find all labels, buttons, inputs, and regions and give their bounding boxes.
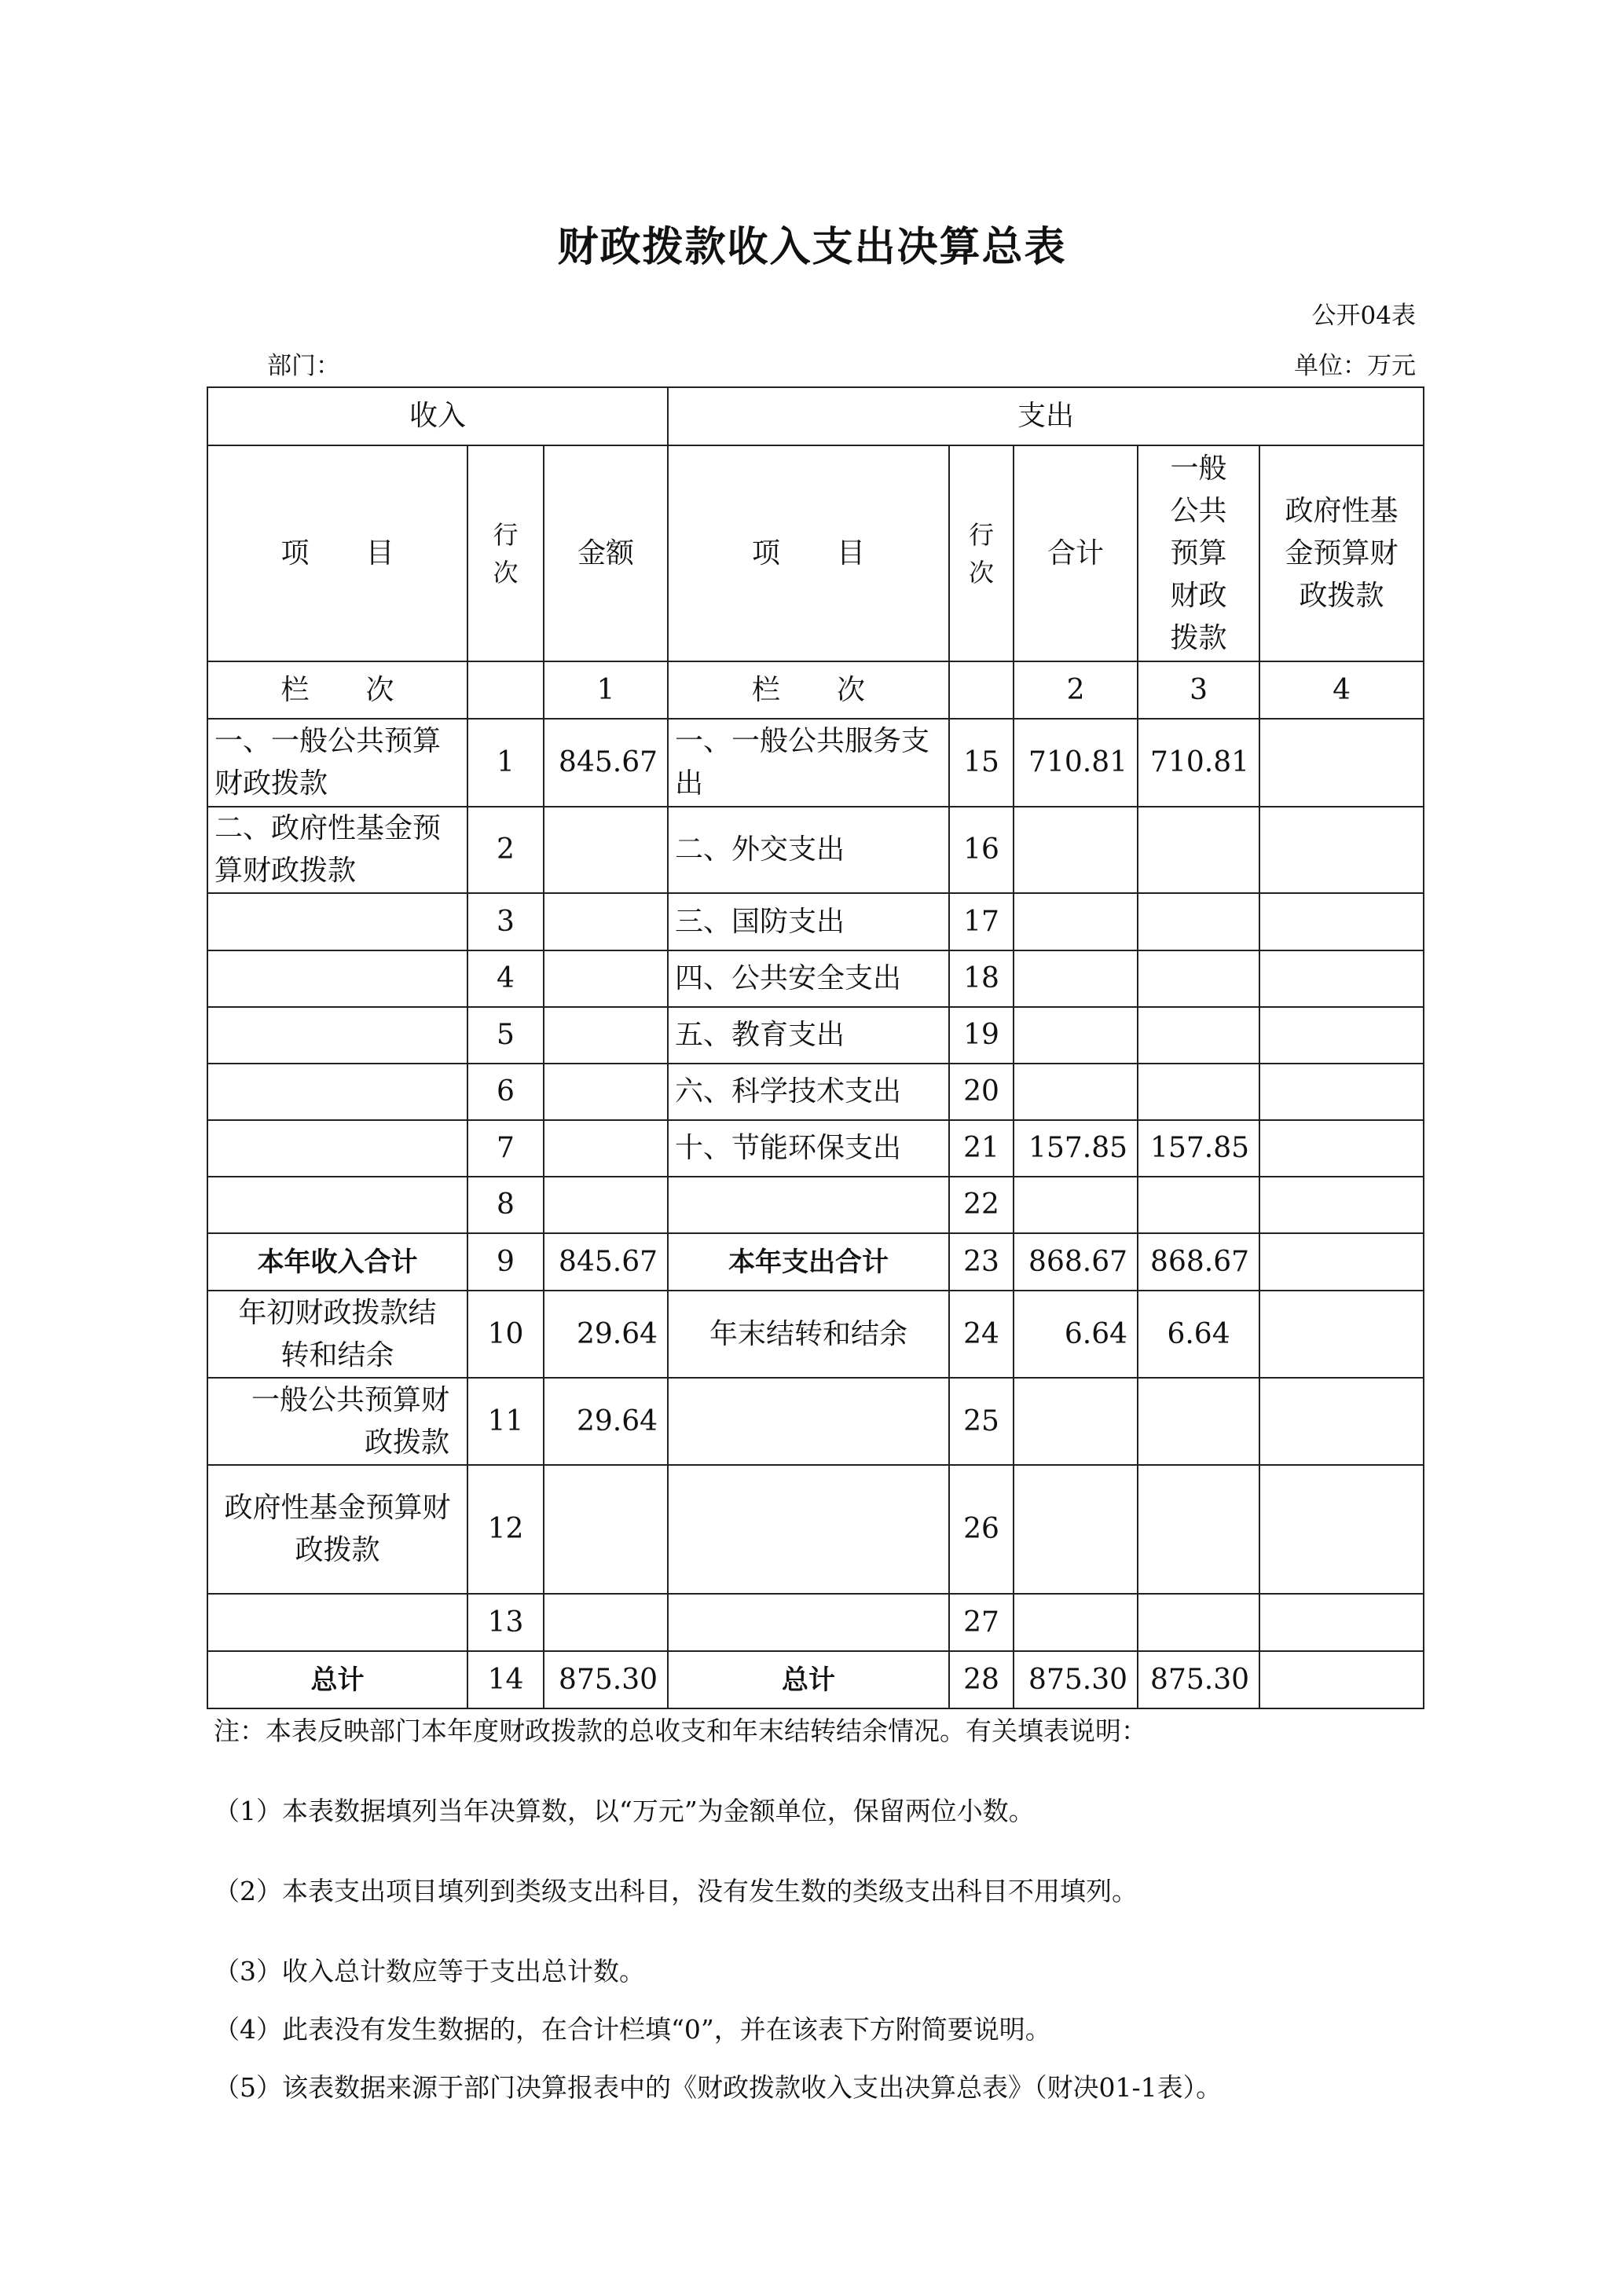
table-row — [207, 807, 1424, 893]
income-row-no: 13 — [467, 1594, 544, 1651]
form-number: 公开04表 — [1311, 302, 1416, 330]
header-expense-row-no: 行次 — [949, 445, 1014, 661]
note-item: （1）本表数据填列当年决算数，以“万元”为金额单位，保留两位小数。 — [214, 1796, 1035, 1826]
income-item — [207, 1007, 467, 1064]
expense-item: 二、外交支出 — [668, 807, 949, 893]
expense-total — [1014, 1378, 1138, 1465]
income-row-no: 4 — [467, 950, 544, 1007]
income-amount: 875.30 — [544, 1651, 668, 1708]
expense-item: 四、公共安全支出 — [668, 950, 949, 1007]
expense-fund — [1259, 1007, 1424, 1064]
expense-general — [1138, 950, 1259, 1007]
col-index-blank — [949, 661, 1014, 719]
header-gov-fund: 政府性基金预算财政拨款 — [1259, 445, 1424, 661]
note-item: （2）本表支出项目填列到类级支出科目，没有发生数的类级支出科目不用填列。 — [214, 1876, 1138, 1906]
expense-total — [1014, 1594, 1138, 1651]
table-row — [207, 1465, 1424, 1594]
expense-item: 总计 — [668, 1651, 949, 1708]
expense-general — [1138, 1007, 1259, 1064]
expense-fund — [1259, 1651, 1424, 1708]
expense-row-no: 15 — [949, 719, 1014, 807]
expense-total — [1014, 1177, 1138, 1233]
note-item: （3）收入总计数应等于支出总计数。 — [214, 1956, 645, 1987]
income-row-no: 7 — [467, 1120, 544, 1177]
income-row-no: 10 — [467, 1291, 544, 1378]
expense-row-no: 28 — [949, 1651, 1014, 1708]
expense-item — [668, 1465, 949, 1594]
expense-fund — [1259, 1465, 1424, 1594]
note-item: （4）此表没有发生数据的，在合计栏填“0”，并在该表下方附简要说明。 — [214, 2014, 1051, 2045]
expense-row-no: 26 — [949, 1465, 1014, 1594]
expense-total: 868.67 — [1014, 1233, 1138, 1291]
table-row — [207, 1120, 1424, 1177]
income-row-no: 3 — [467, 893, 544, 950]
note-item: （5）该表数据来源于部门决算报表中的《财政拨款收入支出决算总表》（财决01-1表）。 — [214, 2072, 1223, 2103]
header-columns-row — [207, 445, 1424, 661]
income-row-no: 12 — [467, 1465, 544, 1594]
page-title: 财政拨款收入支出决算总表 — [557, 223, 1067, 271]
income-amount — [544, 1120, 668, 1177]
expense-row-no: 18 — [949, 950, 1014, 1007]
expense-item: 一、一般公共服务支出 — [668, 719, 949, 807]
income-item — [207, 1594, 467, 1651]
expense-total — [1014, 893, 1138, 950]
expense-item: 三、国防支出 — [668, 893, 949, 950]
income-item: 本年收入合计 — [207, 1233, 467, 1291]
col-index-2: 2 — [1014, 661, 1138, 719]
col-label-expense: 栏 次 — [668, 661, 949, 719]
expense-total — [1014, 1007, 1138, 1064]
expense-general — [1138, 893, 1259, 950]
header-expense-item: 项 目 — [668, 445, 949, 661]
expense-item: 年末结转和结余 — [668, 1291, 949, 1378]
income-item — [207, 1064, 467, 1120]
note-intro: 注：本表反映部门本年度财政拨款的总收支和年末结转结余情况。有关填表说明： — [214, 1716, 1147, 1746]
income-amount: 29.64 — [544, 1378, 668, 1465]
expense-general — [1138, 807, 1259, 893]
income-item: 年初财政拨款结转和结余 — [207, 1291, 467, 1378]
col-index-4: 4 — [1259, 661, 1424, 719]
header-income-amount: 金额 — [544, 445, 668, 661]
fiscal-table — [207, 386, 1424, 1709]
subtotal-row — [207, 1233, 1424, 1291]
income-amount — [544, 893, 668, 950]
income-row-no: 6 — [467, 1064, 544, 1120]
expense-fund — [1259, 950, 1424, 1007]
header-income: 收入 — [207, 387, 668, 445]
expense-general: 710.81 — [1138, 719, 1259, 807]
income-item — [207, 893, 467, 950]
expense-row-no: 20 — [949, 1064, 1014, 1120]
expense-fund — [1259, 1291, 1424, 1378]
income-amount: 845.67 — [544, 1233, 668, 1291]
expense-item: 十、节能环保支出 — [668, 1120, 949, 1177]
expense-general — [1138, 1465, 1259, 1594]
expense-row-no: 17 — [949, 893, 1014, 950]
income-amount — [544, 1007, 668, 1064]
col-label-income: 栏 次 — [207, 661, 467, 719]
expense-fund — [1259, 893, 1424, 950]
col-index-1: 1 — [544, 661, 668, 719]
department-label: 部门： — [267, 352, 340, 380]
income-item: 二、政府性基金预算财政拨款 — [207, 807, 467, 893]
expense-total — [1014, 950, 1138, 1007]
expense-general: 6.64 — [1138, 1291, 1259, 1378]
income-row-no: 5 — [467, 1007, 544, 1064]
income-amount: 29.64 — [544, 1291, 668, 1378]
income-amount — [544, 1594, 668, 1651]
table-row — [207, 1378, 1424, 1465]
income-row-no: 11 — [467, 1378, 544, 1465]
table-row — [207, 1291, 1424, 1378]
expense-item — [668, 1378, 949, 1465]
header-expense: 支出 — [668, 387, 1424, 445]
header-income-item: 项 目 — [207, 445, 467, 661]
header-section-row — [207, 387, 1424, 445]
expense-general — [1138, 1064, 1259, 1120]
expense-total: 875.30 — [1014, 1651, 1138, 1708]
table-row — [207, 1594, 1424, 1651]
income-item — [207, 1177, 467, 1233]
expense-fund — [1259, 1233, 1424, 1291]
income-item — [207, 1120, 467, 1177]
table-row — [207, 893, 1424, 950]
expense-row-no: 22 — [949, 1177, 1014, 1233]
expense-row-no: 27 — [949, 1594, 1014, 1651]
income-row-no: 9 — [467, 1233, 544, 1291]
income-item: 一般公共预算财政拨款 — [207, 1378, 467, 1465]
expense-fund — [1259, 807, 1424, 893]
column-index-row — [207, 661, 1424, 719]
income-item: 政府性基金预算财政拨款 — [207, 1465, 467, 1594]
income-row-no: 1 — [467, 719, 544, 807]
expense-general: 875.30 — [1138, 1651, 1259, 1708]
income-amount: 845.67 — [544, 719, 668, 807]
expense-item — [668, 1177, 949, 1233]
expense-total — [1014, 1465, 1138, 1594]
expense-total: 6.64 — [1014, 1291, 1138, 1378]
col-index-3: 3 — [1138, 661, 1259, 719]
expense-item: 本年支出合计 — [668, 1233, 949, 1291]
expense-fund — [1259, 719, 1424, 807]
income-row-no: 8 — [467, 1177, 544, 1233]
expense-row-no: 21 — [949, 1120, 1014, 1177]
table-row — [207, 1064, 1424, 1120]
income-amount — [544, 950, 668, 1007]
header-general-budget: 一般公共预算财政拨款 — [1138, 445, 1259, 661]
expense-fund — [1259, 1177, 1424, 1233]
expense-general — [1138, 1177, 1259, 1233]
expense-total — [1014, 1064, 1138, 1120]
expense-general: 157.85 — [1138, 1120, 1259, 1177]
expense-fund — [1259, 1064, 1424, 1120]
income-item: 总计 — [207, 1651, 467, 1708]
expense-general — [1138, 1378, 1259, 1465]
table-row — [207, 1007, 1424, 1064]
expense-item — [668, 1594, 949, 1651]
col-index-blank — [467, 661, 544, 719]
income-amount — [544, 807, 668, 893]
expense-general — [1138, 1594, 1259, 1651]
grand-total-row — [207, 1651, 1424, 1708]
expense-row-no: 19 — [949, 1007, 1014, 1064]
header-expense-total: 合计 — [1014, 445, 1138, 661]
expense-general: 868.67 — [1138, 1233, 1259, 1291]
table-row — [207, 950, 1424, 1007]
income-item: 一、一般公共预算财政拨款 — [207, 719, 467, 807]
expense-row-no: 16 — [949, 807, 1014, 893]
expense-fund — [1259, 1594, 1424, 1651]
income-amount — [544, 1064, 668, 1120]
income-item — [207, 950, 467, 1007]
table-row — [207, 719, 1424, 807]
expense-total — [1014, 807, 1138, 893]
expense-row-no: 24 — [949, 1291, 1014, 1378]
expense-fund — [1259, 1378, 1424, 1465]
unit-label: 单位：万元 — [1294, 352, 1416, 380]
table-row — [207, 1177, 1424, 1233]
header-income-row-no: 行次 — [467, 445, 544, 661]
income-row-no: 2 — [467, 807, 544, 893]
expense-fund — [1259, 1120, 1424, 1177]
expense-total: 157.85 — [1014, 1120, 1138, 1177]
income-amount — [544, 1177, 668, 1233]
expense-row-no: 25 — [949, 1378, 1014, 1465]
income-amount — [544, 1465, 668, 1594]
expense-item: 六、科学技术支出 — [668, 1064, 949, 1120]
expense-row-no: 23 — [949, 1233, 1014, 1291]
expense-total: 710.81 — [1014, 719, 1138, 807]
expense-item: 五、教育支出 — [668, 1007, 949, 1064]
income-row-no: 14 — [467, 1651, 544, 1708]
